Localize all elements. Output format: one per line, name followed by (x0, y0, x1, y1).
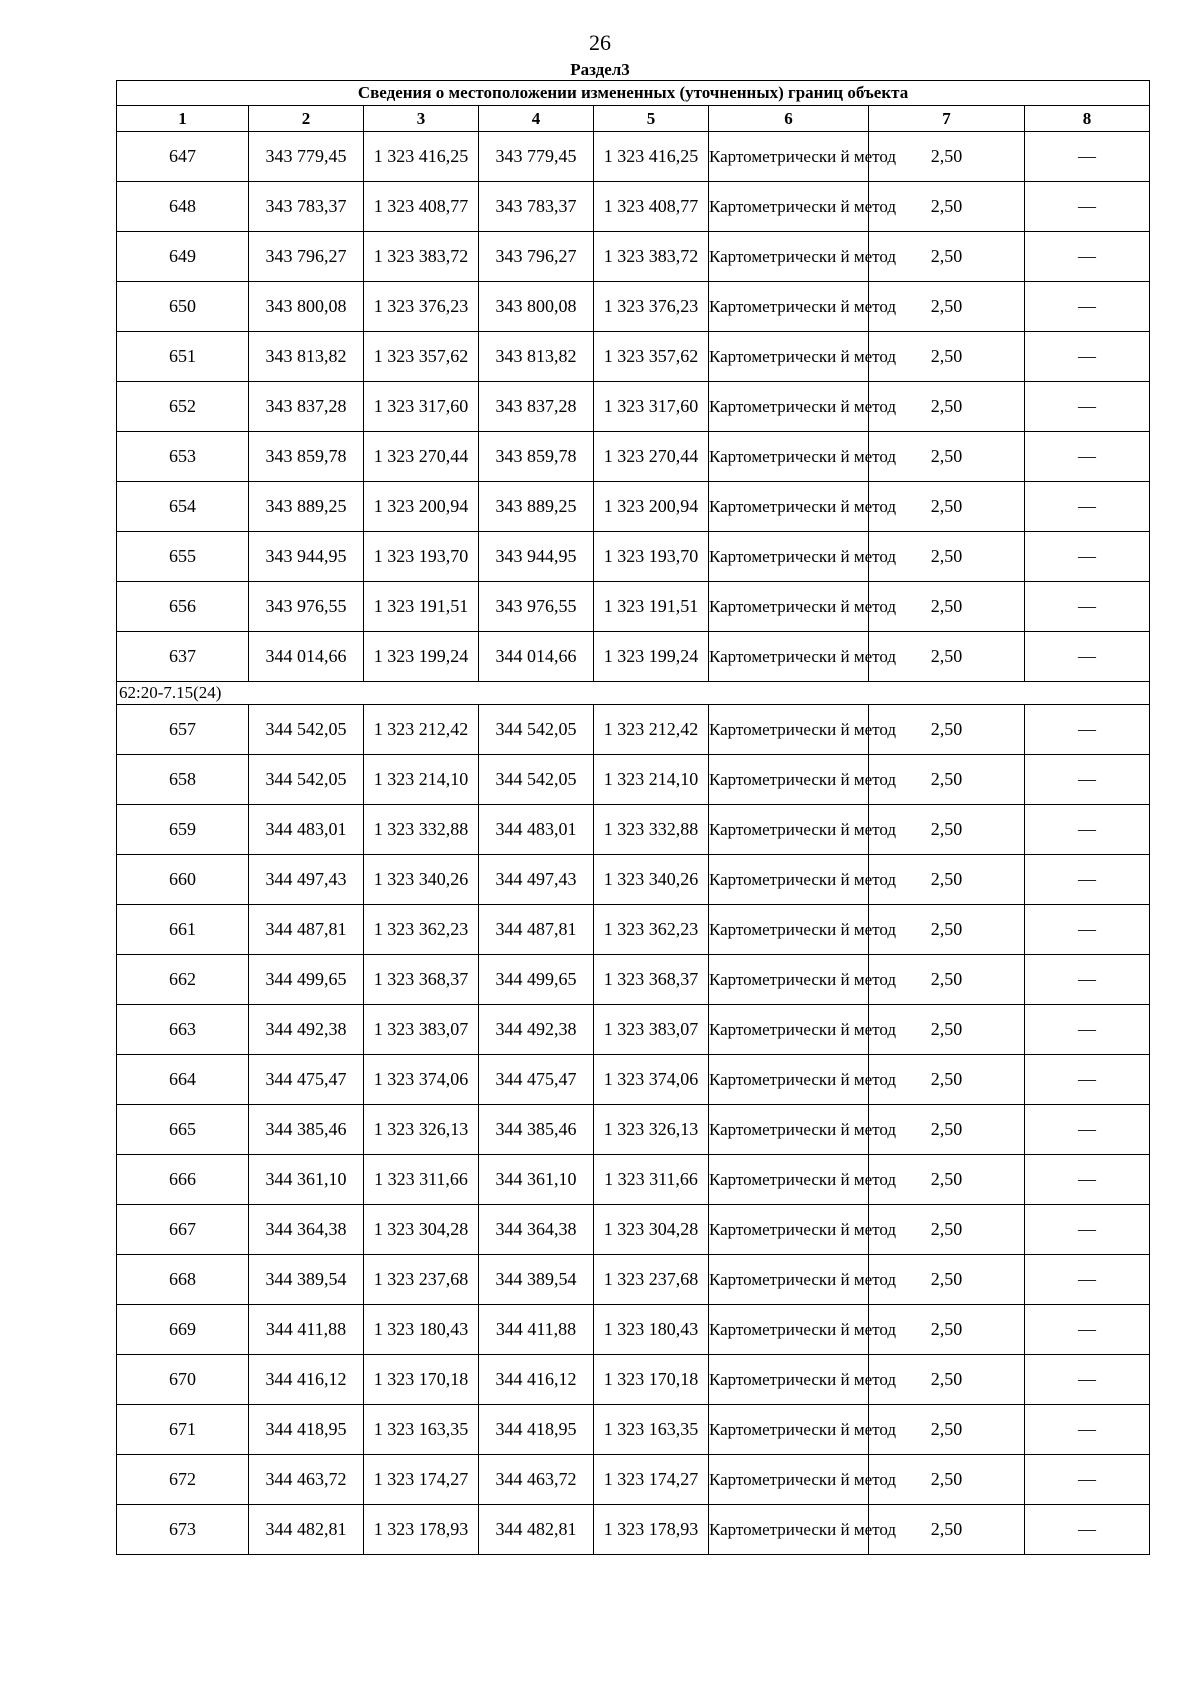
cell-x-refined: 344 418,95 (479, 1405, 594, 1455)
cell-point-number: 650 (117, 282, 249, 332)
table-caption-row (117, 81, 1150, 106)
cell-x-refined: 343 813,82 (479, 332, 594, 382)
cell-note: — (1025, 905, 1150, 955)
cell-x-refined: 343 779,45 (479, 132, 594, 182)
table-row (117, 1505, 1150, 1555)
cell-method: Картометрически й метод (709, 432, 869, 482)
cell-x-refined: 343 796,27 (479, 232, 594, 282)
cell-point-number: 669 (117, 1305, 249, 1355)
cell-accuracy: 2,50 (869, 1155, 1025, 1205)
cell-x-existing: 344 542,05 (249, 705, 364, 755)
cell-x-refined: 344 463,72 (479, 1455, 594, 1505)
table-row (117, 955, 1150, 1005)
cell-point-number: 662 (117, 955, 249, 1005)
cell-x-existing: 343 889,25 (249, 482, 364, 532)
cell-y-refined: 1 323 193,70 (594, 532, 709, 582)
cell-y-existing: 1 323 340,26 (364, 855, 479, 905)
cell-y-refined: 1 323 212,42 (594, 705, 709, 755)
column-header: 2 (249, 106, 364, 132)
table-row (117, 1105, 1150, 1155)
table-row (117, 1255, 1150, 1305)
cell-method: Картометрически й метод (709, 1455, 869, 1505)
table-row (117, 532, 1150, 582)
cell-point-number: 666 (117, 1155, 249, 1205)
table-row (117, 1355, 1150, 1405)
cell-note: — (1025, 805, 1150, 855)
cell-y-refined: 1 323 174,27 (594, 1455, 709, 1505)
table-row (117, 1055, 1150, 1105)
cell-accuracy: 2,50 (869, 582, 1025, 632)
cell-y-refined: 1 323 199,24 (594, 632, 709, 682)
cell-method: Картометрически й метод (709, 632, 869, 682)
cell-y-refined: 1 323 383,07 (594, 1005, 709, 1055)
cell-accuracy: 2,50 (869, 1255, 1025, 1305)
cell-accuracy: 2,50 (869, 1305, 1025, 1355)
cell-method: Картометрически й метод (709, 232, 869, 282)
cell-note: — (1025, 632, 1150, 682)
cell-method: Картометрически й метод (709, 1205, 869, 1255)
cell-y-refined: 1 323 214,10 (594, 755, 709, 805)
cell-accuracy: 2,50 (869, 532, 1025, 582)
cell-x-refined: 344 542,05 (479, 705, 594, 755)
table-row (117, 755, 1150, 805)
cell-y-refined: 1 323 191,51 (594, 582, 709, 632)
cell-x-refined: 343 859,78 (479, 432, 594, 482)
table-row (117, 182, 1150, 232)
page-number: 26 (589, 30, 611, 55)
cell-accuracy: 2,50 (869, 432, 1025, 482)
cell-note: — (1025, 1355, 1150, 1405)
cell-y-existing: 1 323 180,43 (364, 1305, 479, 1355)
cell-note: — (1025, 1005, 1150, 1055)
cell-point-number: 648 (117, 182, 249, 232)
cell-note: — (1025, 282, 1150, 332)
table-row (117, 382, 1150, 432)
cell-x-refined: 344 487,81 (479, 905, 594, 955)
cell-note: — (1025, 1255, 1150, 1305)
cell-note: — (1025, 332, 1150, 382)
cell-point-number: 664 (117, 1055, 249, 1105)
cell-method: Картометрически й метод (709, 382, 869, 432)
cell-y-existing: 1 323 178,93 (364, 1505, 479, 1555)
table-row (117, 482, 1150, 532)
cell-x-existing: 344 385,46 (249, 1105, 364, 1155)
table-row (117, 332, 1150, 382)
cell-y-existing: 1 323 374,06 (364, 1055, 479, 1105)
cell-x-refined: 344 492,38 (479, 1005, 594, 1055)
cell-method: Картометрически й метод (709, 282, 869, 332)
cell-x-existing: 344 418,95 (249, 1405, 364, 1455)
cell-y-existing: 1 323 368,37 (364, 955, 479, 1005)
cell-method: Картометрически й метод (709, 1405, 869, 1455)
cell-accuracy: 2,50 (869, 755, 1025, 805)
cell-y-existing: 1 323 237,68 (364, 1255, 479, 1305)
cell-y-refined: 1 323 326,13 (594, 1105, 709, 1155)
cell-method: Картометрически й метод (709, 855, 869, 905)
cell-accuracy: 2,50 (869, 282, 1025, 332)
table-row (117, 132, 1150, 182)
cell-y-existing: 1 323 304,28 (364, 1205, 479, 1255)
cell-point-number: 659 (117, 805, 249, 855)
cell-y-existing: 1 323 214,10 (364, 755, 479, 805)
cell-point-number: 671 (117, 1405, 249, 1455)
cell-point-number: 665 (117, 1105, 249, 1155)
table-row (117, 632, 1150, 682)
cell-method: Картометрически й метод (709, 1305, 869, 1355)
cell-method: Картометрически й метод (709, 1005, 869, 1055)
cell-y-refined: 1 323 357,62 (594, 332, 709, 382)
cell-y-refined: 1 323 200,94 (594, 482, 709, 532)
cell-y-existing: 1 323 193,70 (364, 532, 479, 582)
cell-y-refined: 1 323 332,88 (594, 805, 709, 855)
table-row (117, 1405, 1150, 1455)
cell-y-refined: 1 323 376,23 (594, 282, 709, 332)
cell-note: — (1025, 582, 1150, 632)
cell-point-number: 658 (117, 755, 249, 805)
cell-y-refined: 1 323 178,93 (594, 1505, 709, 1555)
table-row (117, 282, 1150, 332)
table-row (117, 855, 1150, 905)
cell-method: Картометрически й метод (709, 1105, 869, 1155)
cell-y-existing: 1 323 362,23 (364, 905, 479, 955)
group-row (117, 682, 1150, 705)
cell-note: — (1025, 1405, 1150, 1455)
cell-method: Картометрически й метод (709, 705, 869, 755)
cell-note: — (1025, 1055, 1150, 1105)
cell-point-number: 673 (117, 1505, 249, 1555)
section-title: Раздел3 (570, 60, 630, 79)
cell-point-number: 663 (117, 1005, 249, 1055)
table-row (117, 1455, 1150, 1505)
cell-y-refined: 1 323 180,43 (594, 1305, 709, 1355)
cell-accuracy: 2,50 (869, 805, 1025, 855)
cell-x-refined: 344 542,05 (479, 755, 594, 805)
cell-note: — (1025, 182, 1150, 232)
table-row (117, 1155, 1150, 1205)
cell-point-number: 655 (117, 532, 249, 582)
cell-x-existing: 343 779,45 (249, 132, 364, 182)
cell-accuracy: 2,50 (869, 232, 1025, 282)
cell-y-existing: 1 323 170,18 (364, 1355, 479, 1405)
cell-point-number: 656 (117, 582, 249, 632)
cell-point-number: 657 (117, 705, 249, 755)
cell-accuracy: 2,50 (869, 955, 1025, 1005)
column-header: 1 (117, 106, 249, 132)
cell-x-refined: 344 416,12 (479, 1355, 594, 1405)
column-header: 6 (709, 106, 869, 132)
cell-x-existing: 344 475,47 (249, 1055, 364, 1105)
cell-method: Картометрически й метод (709, 805, 869, 855)
cell-x-existing: 344 416,12 (249, 1355, 364, 1405)
cell-method: Картометрически й метод (709, 955, 869, 1005)
cell-note: — (1025, 855, 1150, 905)
cell-y-existing: 1 323 317,60 (364, 382, 479, 432)
cell-x-refined: 343 800,08 (479, 282, 594, 332)
cell-y-refined: 1 323 416,25 (594, 132, 709, 182)
cell-point-number: 649 (117, 232, 249, 282)
cell-point-number: 668 (117, 1255, 249, 1305)
cell-note: — (1025, 1305, 1150, 1355)
cell-y-refined: 1 323 408,77 (594, 182, 709, 232)
cell-accuracy: 2,50 (869, 632, 1025, 682)
cell-method: Картометрически й метод (709, 532, 869, 582)
cell-y-refined: 1 323 368,37 (594, 955, 709, 1005)
cell-method: Картометрически й метод (709, 1055, 869, 1105)
cell-accuracy: 2,50 (869, 182, 1025, 232)
cell-x-existing: 344 542,05 (249, 755, 364, 805)
cell-x-existing: 343 859,78 (249, 432, 364, 482)
cell-x-existing: 343 944,95 (249, 532, 364, 582)
cell-y-refined: 1 323 317,60 (594, 382, 709, 432)
cell-x-refined: 344 364,38 (479, 1205, 594, 1255)
cell-method: Картометрически й метод (709, 182, 869, 232)
cell-x-existing: 344 487,81 (249, 905, 364, 955)
cell-x-existing: 344 411,88 (249, 1305, 364, 1355)
cell-point-number: 654 (117, 482, 249, 532)
cell-y-existing: 1 323 200,94 (364, 482, 479, 532)
cell-method: Картометрически й метод (709, 1155, 869, 1205)
cell-note: — (1025, 955, 1150, 1005)
cell-accuracy: 2,50 (869, 132, 1025, 182)
cell-x-existing: 344 499,65 (249, 955, 364, 1005)
cell-y-existing: 1 323 357,62 (364, 332, 479, 382)
cell-y-refined: 1 323 311,66 (594, 1155, 709, 1205)
cell-method: Картометрически й метод (709, 332, 869, 382)
table-row (117, 1005, 1150, 1055)
cell-accuracy: 2,50 (869, 1105, 1025, 1155)
cell-y-existing: 1 323 383,72 (364, 232, 479, 282)
cell-x-refined: 344 499,65 (479, 955, 594, 1005)
table-body (117, 81, 1150, 1555)
cell-accuracy: 2,50 (869, 382, 1025, 432)
cell-x-existing: 343 837,28 (249, 382, 364, 432)
cell-x-existing: 343 800,08 (249, 282, 364, 332)
table-caption: Сведения о местоположении измененных (уточненных) границ объекта (117, 81, 1150, 106)
cell-x-existing: 343 813,82 (249, 332, 364, 382)
cell-x-existing: 344 492,38 (249, 1005, 364, 1055)
cell-accuracy: 2,50 (869, 1505, 1025, 1555)
table-row (117, 1205, 1150, 1255)
cell-accuracy: 2,50 (869, 905, 1025, 955)
cell-point-number: 652 (117, 382, 249, 432)
cell-accuracy: 2,50 (869, 1455, 1025, 1505)
cell-x-existing: 344 364,38 (249, 1205, 364, 1255)
column-header: 5 (594, 106, 709, 132)
column-header: 8 (1025, 106, 1150, 132)
cell-x-refined: 344 497,43 (479, 855, 594, 905)
cell-x-refined: 343 976,55 (479, 582, 594, 632)
cell-note: — (1025, 432, 1150, 482)
cell-x-refined: 344 385,46 (479, 1105, 594, 1155)
cell-accuracy: 2,50 (869, 482, 1025, 532)
cell-note: — (1025, 1505, 1150, 1555)
cell-y-existing: 1 323 408,77 (364, 182, 479, 232)
cell-note: — (1025, 1105, 1150, 1155)
cell-accuracy: 2,50 (869, 1355, 1025, 1405)
cell-point-number: 667 (117, 1205, 249, 1255)
cell-note: — (1025, 382, 1150, 432)
cell-point-number: 637 (117, 632, 249, 682)
cell-x-existing: 344 361,10 (249, 1155, 364, 1205)
cell-x-refined: 344 475,47 (479, 1055, 594, 1105)
cell-y-refined: 1 323 362,23 (594, 905, 709, 955)
cell-accuracy: 2,50 (869, 332, 1025, 382)
table-row (117, 582, 1150, 632)
cell-x-refined: 343 944,95 (479, 532, 594, 582)
cell-x-refined: 344 014,66 (479, 632, 594, 682)
cell-accuracy: 2,50 (869, 1405, 1025, 1455)
cell-method: Картометрически й метод (709, 1255, 869, 1305)
cell-y-existing: 1 323 212,42 (364, 705, 479, 755)
cell-x-existing: 344 482,81 (249, 1505, 364, 1555)
table-row (117, 232, 1150, 282)
cell-method: Картометрически й метод (709, 755, 869, 805)
cell-method: Картометрически й метод (709, 1355, 869, 1405)
cell-x-refined: 343 783,37 (479, 182, 594, 232)
cell-x-existing: 343 783,37 (249, 182, 364, 232)
cell-y-refined: 1 323 383,72 (594, 232, 709, 282)
cell-point-number: 660 (117, 855, 249, 905)
cell-point-number: 670 (117, 1355, 249, 1405)
cell-accuracy: 2,50 (869, 855, 1025, 905)
cell-y-existing: 1 323 174,27 (364, 1455, 479, 1505)
cell-note: — (1025, 1455, 1150, 1505)
cell-y-refined: 1 323 237,68 (594, 1255, 709, 1305)
cell-y-existing: 1 323 270,44 (364, 432, 479, 482)
cell-note: — (1025, 1205, 1150, 1255)
cell-y-existing: 1 323 163,35 (364, 1405, 479, 1455)
cell-y-existing: 1 323 332,88 (364, 805, 479, 855)
group-label: 62:20-7.15(24) (117, 682, 1150, 705)
cell-point-number: 653 (117, 432, 249, 482)
cell-accuracy: 2,50 (869, 1205, 1025, 1255)
table-row (117, 805, 1150, 855)
column-header: 7 (869, 106, 1025, 132)
cell-x-existing: 343 976,55 (249, 582, 364, 632)
cell-x-refined: 343 837,28 (479, 382, 594, 432)
cell-note: — (1025, 705, 1150, 755)
column-header: 3 (364, 106, 479, 132)
cell-note: — (1025, 532, 1150, 582)
table-row (117, 705, 1150, 755)
cell-x-refined: 344 361,10 (479, 1155, 594, 1205)
cell-accuracy: 2,50 (869, 1055, 1025, 1105)
cell-point-number: 672 (117, 1455, 249, 1505)
cell-y-existing: 1 323 326,13 (364, 1105, 479, 1155)
cell-x-existing: 344 497,43 (249, 855, 364, 905)
cell-accuracy: 2,50 (869, 705, 1025, 755)
cell-point-number: 647 (117, 132, 249, 182)
boundary-table (116, 80, 1150, 1555)
cell-note: — (1025, 482, 1150, 532)
cell-note: — (1025, 132, 1150, 182)
cell-x-existing: 344 389,54 (249, 1255, 364, 1305)
cell-x-refined: 344 482,81 (479, 1505, 594, 1555)
cell-x-refined: 344 483,01 (479, 805, 594, 855)
cell-x-refined: 344 411,88 (479, 1305, 594, 1355)
cell-note: — (1025, 755, 1150, 805)
cell-method: Картометрически й метод (709, 582, 869, 632)
cell-y-existing: 1 323 416,25 (364, 132, 479, 182)
table-row (117, 1305, 1150, 1355)
cell-note: — (1025, 232, 1150, 282)
cell-y-refined: 1 323 163,35 (594, 1405, 709, 1455)
cell-x-existing: 344 483,01 (249, 805, 364, 855)
cell-x-existing: 344 014,66 (249, 632, 364, 682)
cell-note: — (1025, 1155, 1150, 1205)
table-row (117, 432, 1150, 482)
cell-x-refined: 343 889,25 (479, 482, 594, 532)
cell-x-existing: 343 796,27 (249, 232, 364, 282)
cell-x-refined: 344 389,54 (479, 1255, 594, 1305)
cell-y-existing: 1 323 376,23 (364, 282, 479, 332)
cell-y-existing: 1 323 199,24 (364, 632, 479, 682)
cell-y-refined: 1 323 340,26 (594, 855, 709, 905)
cell-y-refined: 1 323 170,18 (594, 1355, 709, 1405)
cell-accuracy: 2,50 (869, 1005, 1025, 1055)
cell-y-existing: 1 323 311,66 (364, 1155, 479, 1205)
cell-y-refined: 1 323 374,06 (594, 1055, 709, 1105)
cell-y-existing: 1 323 383,07 (364, 1005, 479, 1055)
cell-point-number: 661 (117, 905, 249, 955)
cell-method: Картометрически й метод (709, 905, 869, 955)
cell-method: Картометрически й метод (709, 1505, 869, 1555)
table-row (117, 905, 1150, 955)
cell-y-existing: 1 323 191,51 (364, 582, 479, 632)
cell-point-number: 651 (117, 332, 249, 382)
cell-method: Картометрически й метод (709, 482, 869, 532)
cell-y-refined: 1 323 304,28 (594, 1205, 709, 1255)
cell-y-refined: 1 323 270,44 (594, 432, 709, 482)
cell-x-existing: 344 463,72 (249, 1455, 364, 1505)
table-header-row (117, 106, 1150, 132)
column-header: 4 (479, 106, 594, 132)
cell-method: Картометрически й метод (709, 132, 869, 182)
